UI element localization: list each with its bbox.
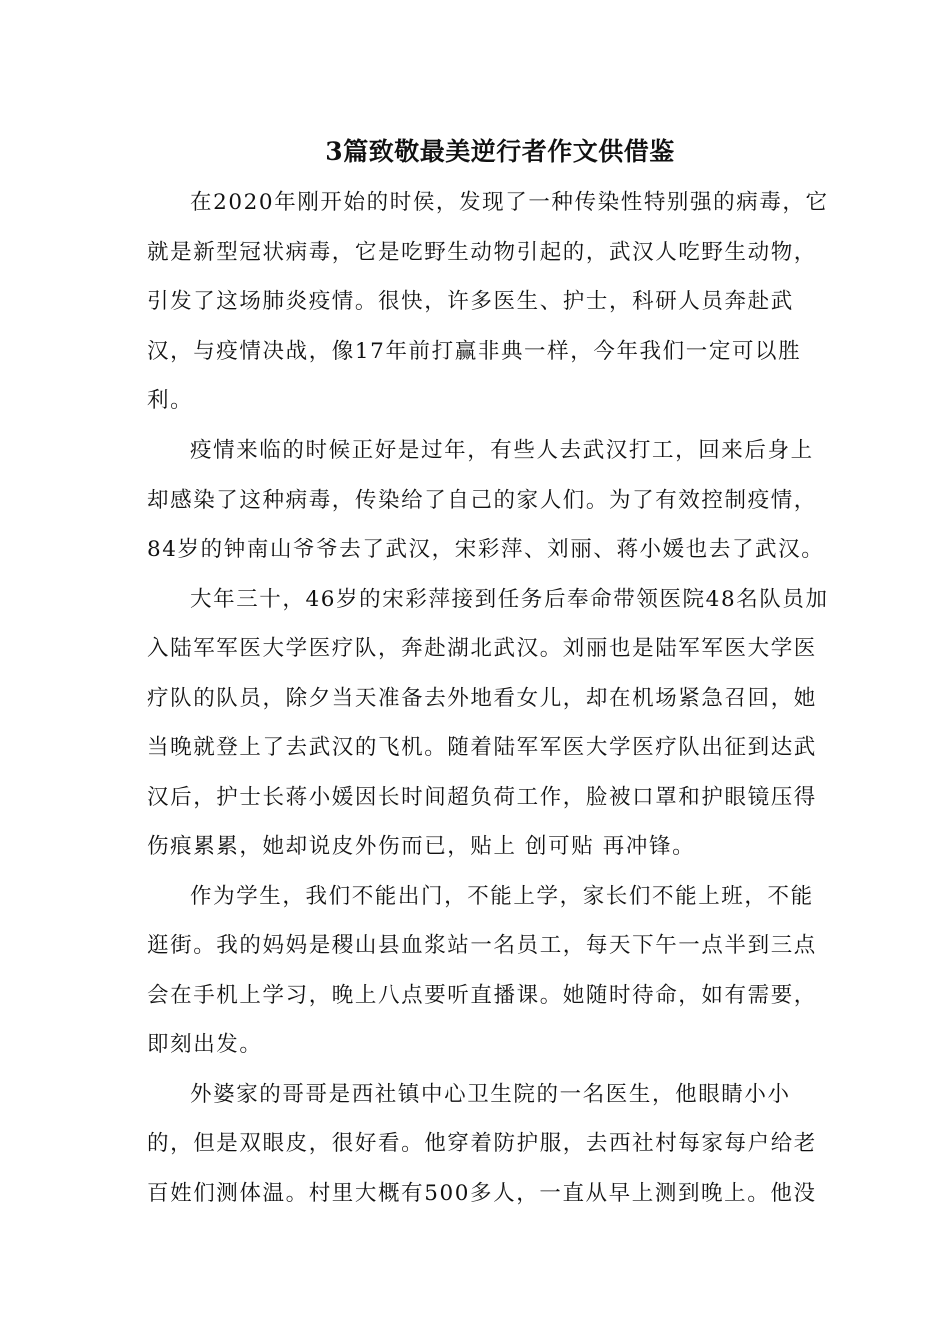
paragraph-4-line-1: 作为学生，我们不能出门，不能上学，家长们不能上班，不能 xyxy=(190,884,814,909)
paragraph-3-line-3: 疗队的队员，除夕当天准备去外地看女儿，却在机场紧急召回，她 xyxy=(147,686,817,711)
paragraph-1-line-4: 汉，与疫情决战，像17年前打赢非典一样，今年我们一定可以胜 xyxy=(147,339,802,364)
paragraph-3-line-2: 入陆军军医大学医疗队，奔赴湖北武汉。刘丽也是陆军军医大学医 xyxy=(147,636,817,661)
paragraph-3-line-6: 伤痕累累，她却说皮外伤而已，贴上 创可贴 再冲锋。 xyxy=(147,834,696,859)
paragraph-2-line-1: 疫情来临的时候正好是过年，有些人去武汉打工，回来后身上 xyxy=(190,438,814,463)
paragraph-2-line-3: 84岁的钟南山爷爷去了武汉，宋彩萍、刘丽、蒋小媛也去了武汉。 xyxy=(147,537,825,562)
paragraph-5-line-1: 外婆家的哥哥是西社镇中心卫生院的一名医生，他眼睛小小 xyxy=(190,1082,791,1107)
paragraph-4-line-4: 即刻出发。 xyxy=(147,1032,263,1057)
paragraph-4-line-2: 逛街。我的妈妈是稷山县血浆站一名员工，每天下午一点半到三点 xyxy=(147,933,817,958)
paragraph-3-line-1: 大年三十，46岁的宋彩萍接到任务后奉命带领医院48名队员加 xyxy=(190,587,829,612)
paragraph-3-line-4: 当晚就登上了去武汉的飞机。随着陆军军医大学医疗队出征到达武 xyxy=(147,735,817,760)
paragraph-1-line-5: 利。 xyxy=(147,388,194,413)
paragraph-3-line-5: 汉后，护士长蒋小媛因长时间超负荷工作，脸被口罩和护眼镜压得 xyxy=(147,785,817,810)
document-title: 3篇致敬最美逆行者作文供借鉴 xyxy=(325,137,675,166)
paragraph-1-line-1: 在2020年刚开始的时侯，发现了一种传染性特别强的病毒，它 xyxy=(190,190,829,215)
paragraph-5-line-2: 的，但是双眼皮，很好看。他穿着防护服，去西社村每家每户给老 xyxy=(147,1131,817,1156)
paragraph-4-line-3: 会在手机上学习，晚上八点要听直播课。她随时待命，如有需要， xyxy=(147,983,817,1008)
paragraph-1-line-2: 就是新型冠状病毒，它是吃野生动物引起的，武汉人吃野生动物， xyxy=(147,240,817,265)
paragraph-5-line-3: 百姓们测体温。村里大概有500多人，一直从早上测到晚上。他没 xyxy=(147,1181,817,1206)
paragraph-2-line-2: 却感染了这种病毒，传染给了自己的家人们。为了有效控制疫情， xyxy=(147,488,817,513)
paragraph-1-line-3: 引发了这场肺炎疫情。很快，许多医生、护士，科研人员奔赴武 xyxy=(147,289,794,314)
